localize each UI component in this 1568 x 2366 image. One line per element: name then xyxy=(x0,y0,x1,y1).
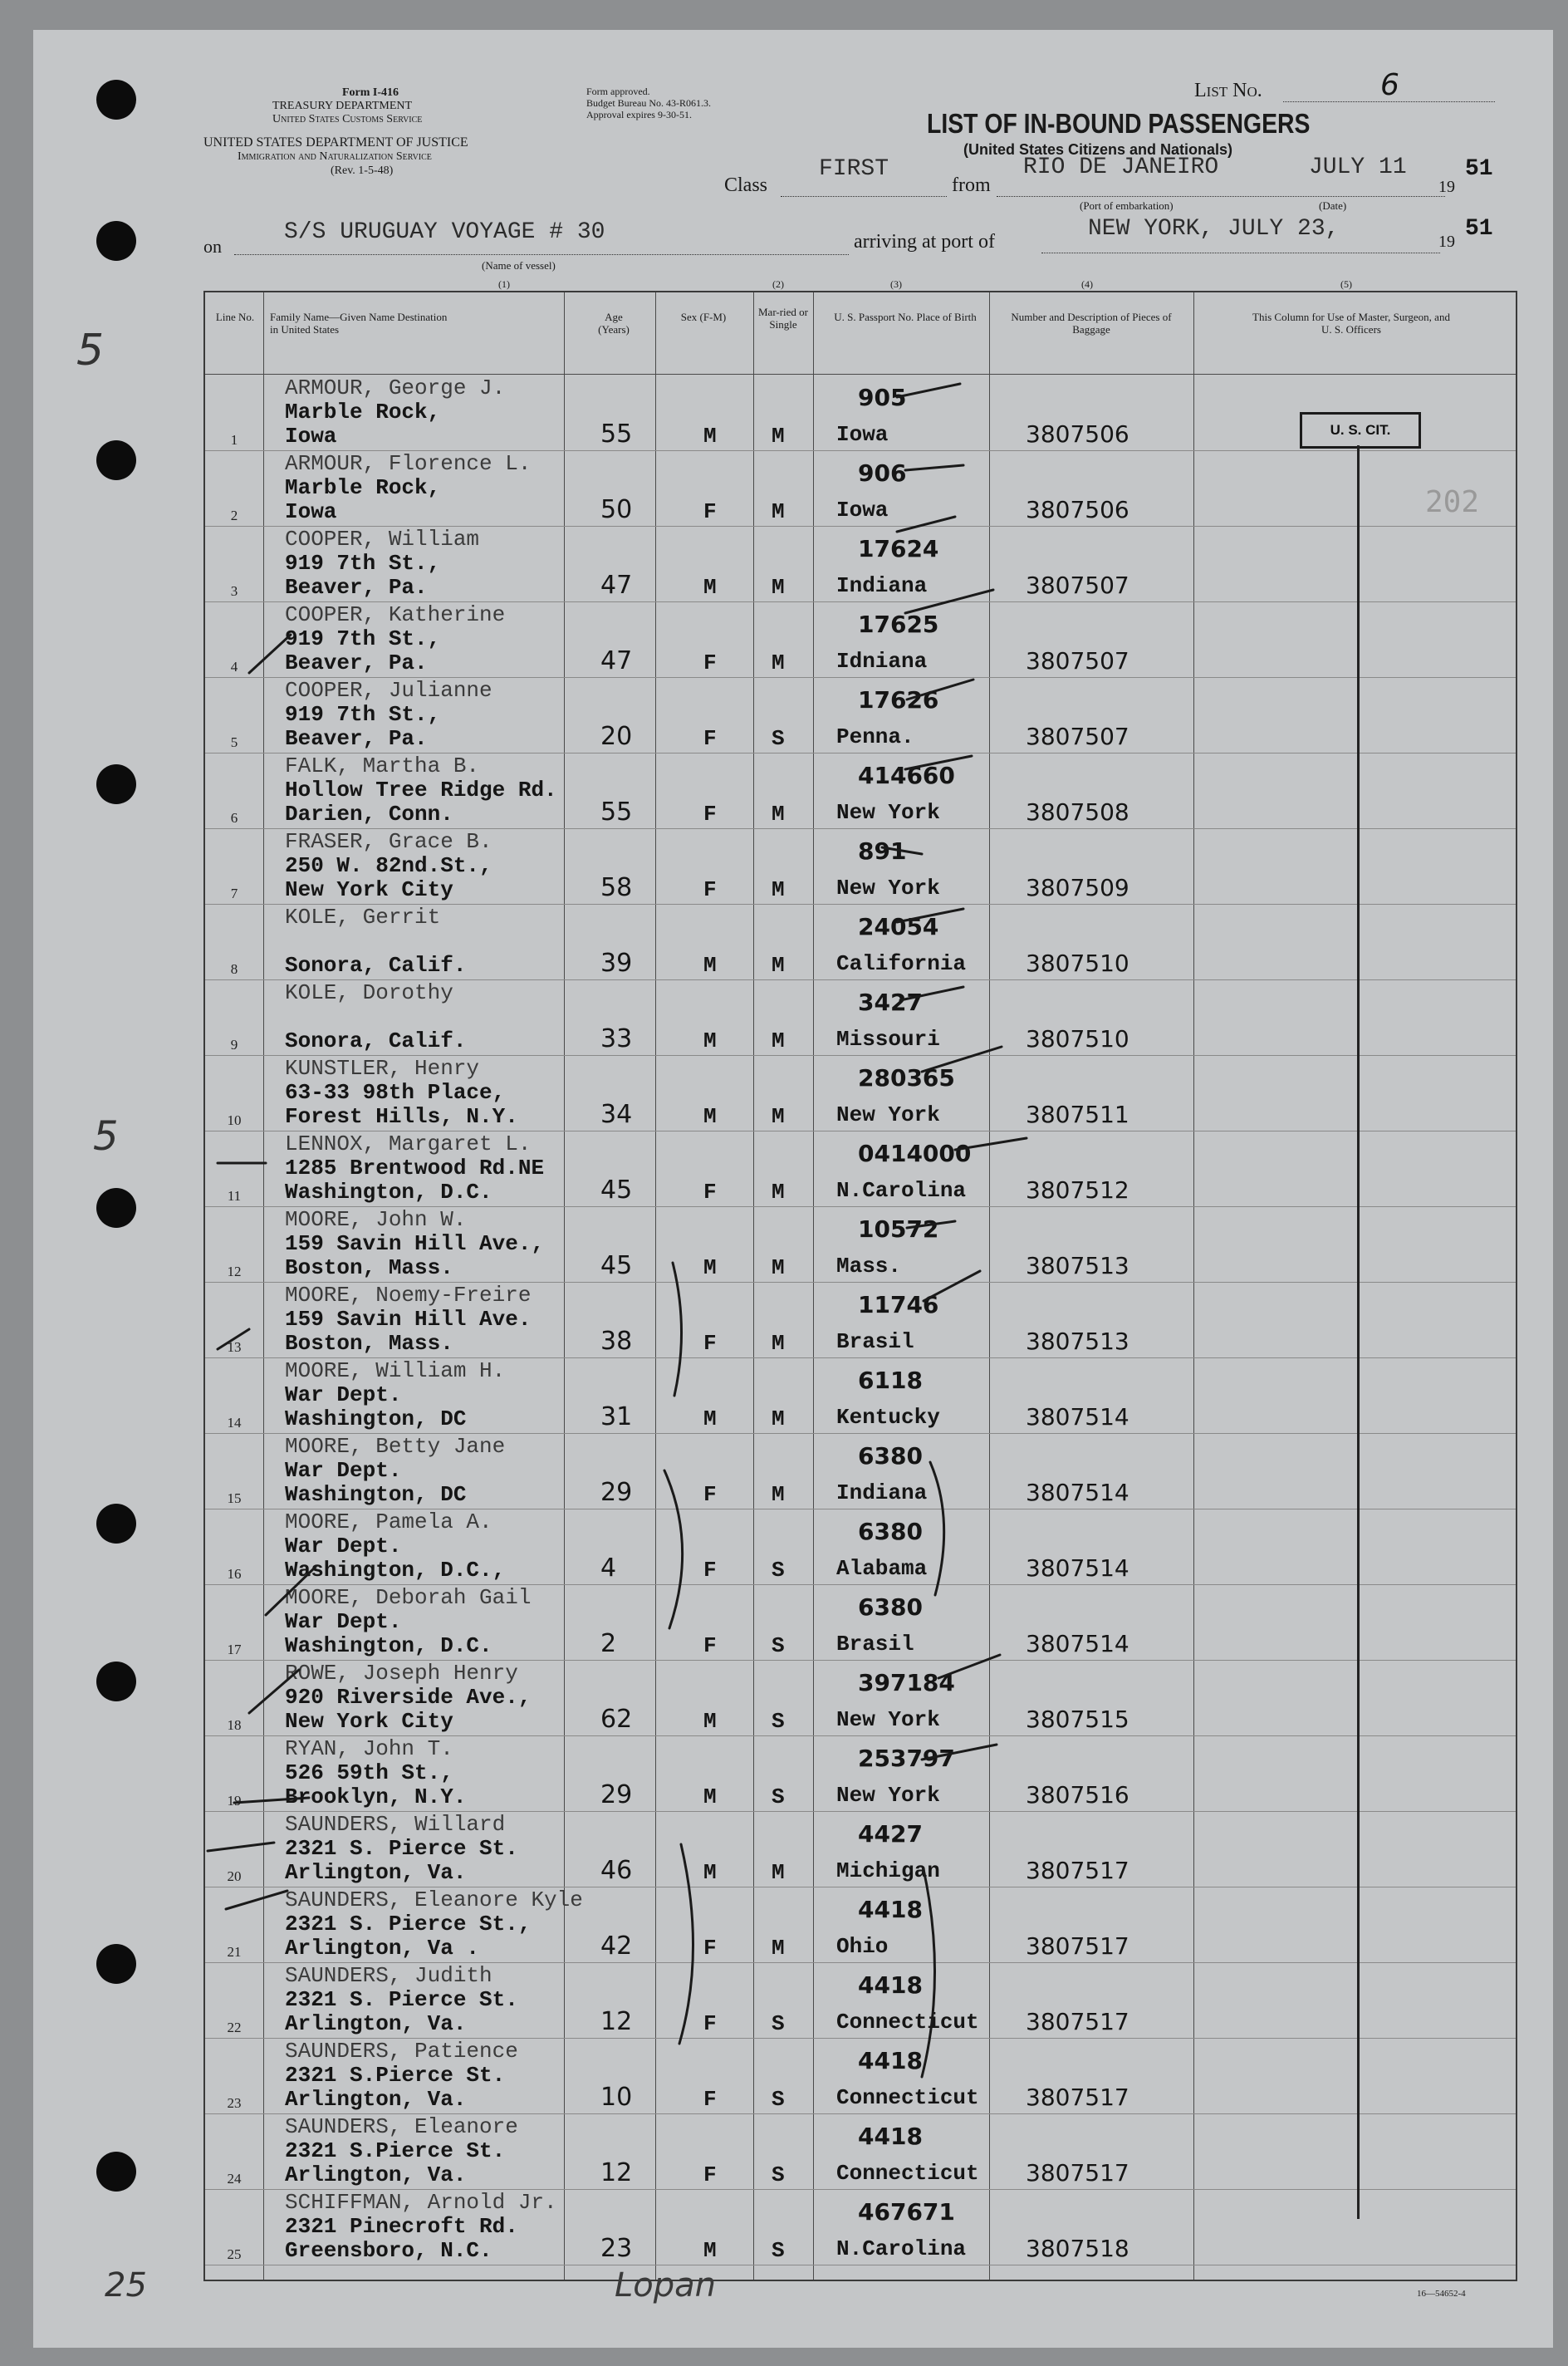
passenger-sex: F xyxy=(703,802,717,827)
line-number: 16 xyxy=(227,1566,242,1582)
baggage-number: 3807518 xyxy=(1026,2235,1129,2262)
place-of-birth: Iowa xyxy=(836,422,889,447)
line-number: 18 xyxy=(227,1717,242,1733)
passenger-age: 55 xyxy=(600,798,633,827)
passenger-destination: Washington, DC xyxy=(285,1482,467,1507)
baggage-number: 3807513 xyxy=(1026,1252,1129,1279)
baggage-number: 3807507 xyxy=(1026,647,1129,675)
marital-status: M xyxy=(772,802,785,827)
line-number: 13 xyxy=(227,1339,242,1355)
line-number: 23 xyxy=(227,2095,242,2111)
passenger-name: MOORE, Betty Jane xyxy=(285,1434,506,1459)
line-number: 25 xyxy=(227,2246,242,2262)
place-of-birth: N.Carolina xyxy=(836,1178,967,1203)
passenger-sex: F xyxy=(703,2011,717,2036)
line-number: 4 xyxy=(230,659,238,675)
line-number: 24 xyxy=(227,2171,242,2187)
passenger-age: 58 xyxy=(600,873,633,902)
passenger-sex: M xyxy=(703,1255,717,1280)
marital-status: M xyxy=(772,1180,785,1205)
passenger-age: 62 xyxy=(600,1705,633,1734)
arrival-port-date: NEW YORK, JULY 23, xyxy=(1088,216,1340,242)
passenger-address-1: 2321 S. Pierce St. xyxy=(285,1987,518,2012)
passenger-name: SAUNDERS, Judith xyxy=(285,1963,492,1988)
passenger-address-1: 2321 S.Pierce St. xyxy=(285,2138,506,2163)
passenger-destination: Washington, D.C., xyxy=(285,1558,506,1583)
line-number: 20 xyxy=(227,1868,242,1884)
year-prefix-2: 19 xyxy=(1438,233,1455,251)
passenger-address-1: 919 7th St., xyxy=(285,702,441,727)
from-label: from xyxy=(952,174,991,196)
col-num-4: (4) xyxy=(1081,278,1093,290)
passenger-sex: F xyxy=(703,1180,717,1205)
col-header-sex: Sex (F-M) xyxy=(680,311,727,323)
place-of-birth: Michigan xyxy=(836,1858,940,1883)
justice-department: UNITED STATES DEPARTMENT OF JUSTICE xyxy=(203,135,468,150)
passenger-age: 47 xyxy=(600,646,633,675)
marital-status: S xyxy=(772,2162,785,2187)
passenger-sex: F xyxy=(703,1331,717,1356)
marital-status: M xyxy=(772,1331,785,1356)
passenger-name: KOLE, Gerrit xyxy=(285,905,441,930)
passenger-sex: M xyxy=(703,1709,717,1734)
passenger-destination: Arlington, Va . xyxy=(285,1936,480,1961)
margin-note: 5 xyxy=(93,1113,119,1160)
passenger-destination: Washington, D.C. xyxy=(285,1180,492,1205)
passenger-name: SAUNDERS, Willard xyxy=(285,1812,506,1837)
place-of-birth: New York xyxy=(836,1102,940,1127)
line-number: 6 xyxy=(230,810,238,826)
passenger-age: 4 xyxy=(600,1554,617,1583)
margin-note: 5 xyxy=(76,326,105,376)
line-number: 10 xyxy=(227,1112,242,1128)
ins-service: Immigration and Naturalization Service xyxy=(238,150,432,163)
place-of-birth: Alabama xyxy=(836,1556,928,1581)
passenger-destination: Washington, DC xyxy=(285,1406,467,1431)
passenger-name: SAUNDERS, Eleanore Kyle xyxy=(285,1887,583,1912)
passenger-address-1: 2321 S. Pierce St., xyxy=(285,1912,532,1936)
passenger-name: COOPER, William xyxy=(285,527,480,552)
marital-status: M xyxy=(772,1104,785,1129)
passenger-age: 10 xyxy=(600,2083,633,2112)
passenger-sex: F xyxy=(703,2162,717,2187)
passport-number: 0414000 xyxy=(858,1140,972,1167)
line-number: 1 xyxy=(230,432,238,448)
passenger-destination: Forest Hills, N.Y. xyxy=(285,1104,518,1129)
passport-number: 6380 xyxy=(858,1593,923,1621)
passport-number: 253797 xyxy=(858,1745,955,1772)
passenger-age: 45 xyxy=(600,1176,633,1205)
baggage-number: 3807510 xyxy=(1026,950,1129,977)
baggage-number: 3807517 xyxy=(1026,2008,1129,2035)
passenger-name: ARMOUR, George J. xyxy=(285,376,506,400)
passenger-sex: M xyxy=(703,1406,717,1431)
baggage-number: 3807506 xyxy=(1026,420,1129,448)
line-number: 15 xyxy=(227,1490,242,1506)
passenger-sex: M xyxy=(703,575,717,600)
passenger-sex: M xyxy=(703,1028,717,1053)
passport-number: 6118 xyxy=(858,1367,923,1394)
line-number: 5 xyxy=(230,734,238,750)
baggage-number: 3807517 xyxy=(1026,2159,1129,2187)
place-of-birth: Connecticut xyxy=(836,2161,979,2186)
budget-bureau: Budget Bureau No. 43-R061.3. xyxy=(586,97,711,109)
line-number: 2 xyxy=(230,508,238,523)
baggage-number: 3807516 xyxy=(1026,1781,1129,1809)
passport-number: 414660 xyxy=(858,762,955,789)
baggage-number: 3807509 xyxy=(1026,874,1129,901)
passenger-sex: M xyxy=(703,2238,717,2263)
passenger-age: 55 xyxy=(600,420,633,449)
place-of-birth: Brasil xyxy=(836,1329,914,1354)
marital-status: S xyxy=(772,2238,785,2263)
vessel-name: S/S URUGUAY VOYAGE # 30 xyxy=(284,219,605,245)
baggage-number: 3807508 xyxy=(1026,798,1129,826)
marital-status: M xyxy=(772,1936,785,1961)
col-header-baggage: Number and Description of Pieces of Baggage xyxy=(1011,311,1172,336)
line-number: 11 xyxy=(227,1188,242,1204)
passport-number: 17626 xyxy=(858,686,939,714)
passenger-age: 39 xyxy=(600,949,633,978)
passenger-destination: Iowa xyxy=(285,424,337,449)
passenger-sex: M xyxy=(703,1860,717,1885)
baggage-number: 3807513 xyxy=(1026,1328,1129,1355)
marital-status: S xyxy=(772,2087,785,2112)
passenger-destination: Arlington, Va. xyxy=(285,2087,467,2112)
col-header-name: Family Name—Given Name Destination in United States xyxy=(270,311,448,336)
passenger-sex: F xyxy=(703,877,717,902)
passenger-address-1: 159 Savin Hill Ave. xyxy=(285,1307,532,1332)
passenger-address-1: War Dept. xyxy=(285,1382,402,1407)
line-number: 9 xyxy=(230,1037,238,1053)
passenger-sex: F xyxy=(703,499,717,524)
passenger-sex: M xyxy=(703,1104,717,1129)
place-of-birth: Brasil xyxy=(836,1632,914,1657)
passenger-address-1: 919 7th St., xyxy=(285,626,441,651)
signature: Lopan xyxy=(615,2266,717,2305)
passenger-address-1: War Dept. xyxy=(285,1534,402,1559)
passenger-age: 2 xyxy=(600,1629,617,1658)
line-number: 17 xyxy=(227,1642,242,1657)
marital-status: M xyxy=(772,953,785,978)
customs-service: United States Customs Service xyxy=(272,113,423,125)
baggage-number: 3807517 xyxy=(1026,2084,1129,2111)
passenger-destination: Boston, Mass. xyxy=(285,1331,453,1356)
passenger-destination: Arlington, Va. xyxy=(285,2162,467,2187)
marital-status: S xyxy=(772,726,785,751)
line-number: 22 xyxy=(227,2020,242,2035)
passenger-destination: Beaver, Pa. xyxy=(285,650,428,675)
passport-number: 6380 xyxy=(858,1442,923,1470)
passenger-address-1: 1285 Brentwood Rd.NE xyxy=(285,1156,545,1181)
passenger-age: 31 xyxy=(600,1402,633,1431)
passport-number: 906 xyxy=(858,459,907,487)
place-of-birth: New York xyxy=(836,1707,940,1732)
passenger-age: 23 xyxy=(600,2234,633,2263)
passport-number: 4418 xyxy=(858,1971,923,1999)
date-caption: (Date) xyxy=(1319,199,1347,212)
passport-number: 467671 xyxy=(858,2198,955,2226)
passenger-destination: Washington, D.C. xyxy=(285,1633,492,1658)
passenger-age: 47 xyxy=(600,571,633,600)
passenger-sex: F xyxy=(703,650,717,675)
col-num-1: (1) xyxy=(498,278,510,290)
passenger-age: 12 xyxy=(600,2158,633,2187)
passport-number: 17624 xyxy=(858,535,939,562)
place-of-birth: Idniana xyxy=(836,649,928,674)
passenger-sex: M xyxy=(703,424,717,449)
passenger-sex: F xyxy=(703,726,717,751)
passenger-name: MOORE, Deborah Gail xyxy=(285,1585,532,1610)
marital-status: M xyxy=(772,424,785,449)
list-no-value: 6 xyxy=(1380,68,1399,102)
passenger-sex: M xyxy=(703,953,717,978)
marital-status: S xyxy=(772,1633,785,1658)
passenger-age: 45 xyxy=(600,1251,633,1280)
marital-status: M xyxy=(772,1482,785,1507)
passenger-destination: Beaver, Pa. xyxy=(285,726,428,751)
form-number: Form I-416 xyxy=(342,86,399,99)
embarkation-caption: (Port of embarkation) xyxy=(1080,199,1174,212)
passenger-destination: Darien, Conn. xyxy=(285,802,453,827)
baggage-number: 3807514 xyxy=(1026,1554,1129,1582)
marital-status: M xyxy=(772,1028,785,1053)
place-of-birth: Missouri xyxy=(836,1027,940,1052)
passenger-name: ARMOUR, Florence L. xyxy=(285,451,532,476)
place-of-birth: Indiana xyxy=(836,573,928,598)
year-prefix-1: 19 xyxy=(1438,178,1455,196)
passenger-name: RYAN, John T. xyxy=(285,1736,453,1761)
col-header-line: Line No. xyxy=(215,311,255,323)
place-of-birth: N.Carolina xyxy=(836,2236,967,2261)
passenger-age: 46 xyxy=(600,1856,633,1885)
passenger-address-1: 2321 Pinecroft Rd. xyxy=(285,2214,518,2239)
baggage-number: 3807515 xyxy=(1026,1706,1129,1733)
year-2: 51 xyxy=(1465,216,1493,242)
place-of-birth: Iowa xyxy=(836,498,889,523)
marital-status: M xyxy=(772,877,785,902)
marital-status: M xyxy=(772,575,785,600)
passenger-destination: New York City xyxy=(285,877,453,902)
marital-status: S xyxy=(772,2011,785,2036)
baggage-number: 3807512 xyxy=(1026,1176,1129,1204)
list-no-label: List No. xyxy=(1194,80,1262,101)
footer-code: 16—54652-4 xyxy=(1417,2289,1466,2299)
passport-number: 11746 xyxy=(858,1291,939,1318)
baggage-number: 3807517 xyxy=(1026,1932,1129,1960)
passenger-destination: New York City xyxy=(285,1709,453,1734)
col-num-2: (2) xyxy=(772,278,784,290)
passport-number: 3427 xyxy=(858,989,923,1016)
passport-number: 24054 xyxy=(858,913,939,940)
baggage-number: 3807507 xyxy=(1026,572,1129,599)
passenger-age: 42 xyxy=(600,1932,633,1961)
passenger-age: 29 xyxy=(600,1478,633,1507)
passenger-name: KOLE, Dorothy xyxy=(285,980,453,1005)
passport-number: 4418 xyxy=(858,2123,923,2150)
marital-status: M xyxy=(772,650,785,675)
passenger-name: COOPER, Julianne xyxy=(285,678,492,703)
line-number: 14 xyxy=(227,1415,242,1431)
baggage-number: 3807517 xyxy=(1026,1857,1129,1884)
passenger-age: 20 xyxy=(600,722,633,751)
place-of-birth: New York xyxy=(836,1783,940,1808)
passenger-destination: Sonora, Calif. xyxy=(285,953,467,978)
baggage-number: 3807506 xyxy=(1026,496,1129,523)
place-of-birth: Mass. xyxy=(836,1254,902,1279)
passenger-name: MOORE, John W. xyxy=(285,1207,467,1232)
margin-page-number: 202 xyxy=(1425,485,1480,519)
passport-number: 905 xyxy=(858,384,907,411)
col-num-5: (5) xyxy=(1340,278,1352,290)
place-of-birth: California xyxy=(836,951,967,976)
passenger-age: 12 xyxy=(600,2007,633,2036)
passenger-name: SAUNDERS, Patience xyxy=(285,2039,518,2064)
passenger-address-1: 919 7th St., xyxy=(285,551,441,576)
marital-status: S xyxy=(772,1558,785,1583)
passenger-sex: F xyxy=(703,1558,717,1583)
passport-number: 10572 xyxy=(858,1215,939,1243)
document-title: LIST OF IN-BOUND PASSENGERS xyxy=(927,108,1311,139)
place-of-birth: Connecticut xyxy=(836,2010,979,2035)
passenger-sex: F xyxy=(703,1633,717,1658)
passenger-address-1: 526 59th St., xyxy=(285,1760,453,1785)
baggage-number: 3807507 xyxy=(1026,723,1129,750)
passenger-name: SAUNDERS, Eleanore xyxy=(285,2114,518,2139)
passport-number: 4418 xyxy=(858,1896,923,1923)
baggage-number: 3807511 xyxy=(1026,1101,1129,1128)
approval-expires: Approval expires 9-30-51. xyxy=(586,109,692,120)
passenger-destination: Arlington, Va. xyxy=(285,2011,467,2036)
passenger-address-1: War Dept. xyxy=(285,1609,402,1634)
place-of-birth: Connecticut xyxy=(836,2085,979,2110)
place-of-birth: New York xyxy=(836,800,940,825)
passenger-sex: F xyxy=(703,2087,717,2112)
treasury-department: TREASURY DEPARTMENT xyxy=(272,100,413,112)
baggage-number: 3807514 xyxy=(1026,1479,1129,1506)
passenger-destination: Arlington, Va. xyxy=(285,1860,467,1885)
line-number: 3 xyxy=(230,583,238,599)
passenger-address-1: 250 W. 82nd.St., xyxy=(285,853,492,878)
passenger-name: COOPER, Katherine xyxy=(285,602,506,627)
on-label: on xyxy=(203,236,222,257)
passenger-address-1: 920 Riverside Ave., xyxy=(285,1685,532,1710)
passenger-name: ROWE, Joseph Henry xyxy=(285,1661,518,1686)
passenger-name: LENNOX, Margaret L. xyxy=(285,1131,532,1156)
passenger-address-1: War Dept. xyxy=(285,1458,402,1483)
baggage-number: 3807514 xyxy=(1026,1630,1129,1657)
embarkation-date: JULY 11 xyxy=(1309,155,1407,180)
passenger-address-1: 159 Savin Hill Ave., xyxy=(285,1231,545,1256)
passport-number: 4427 xyxy=(858,1820,923,1848)
place-of-birth: Kentucky xyxy=(836,1405,940,1430)
marital-status: M xyxy=(772,499,785,524)
place-of-birth: Penna. xyxy=(836,724,914,749)
line-number: 21 xyxy=(227,1944,242,1960)
col-header-age: Age (Years) xyxy=(598,311,630,336)
passenger-age: 38 xyxy=(600,1327,633,1356)
passport-number: 6380 xyxy=(858,1518,923,1545)
col-header-married: Mar-ried or Single xyxy=(757,306,809,331)
passenger-sex: F xyxy=(703,1936,717,1961)
passenger-name: FALK, Martha B. xyxy=(285,753,480,778)
col-header-passport: U. S. Passport No. Place of Birth xyxy=(834,311,977,323)
passenger-age: 29 xyxy=(600,1780,633,1809)
passenger-destination: Iowa xyxy=(285,499,337,524)
passport-number: 891 xyxy=(858,837,907,865)
form-revision: (Rev. 1-5-48) xyxy=(331,164,394,177)
line-number: 7 xyxy=(230,886,238,901)
passenger-age: 33 xyxy=(600,1024,633,1053)
marital-status: S xyxy=(772,1784,785,1809)
us-citizen-stamp: U. S. CIT. xyxy=(1300,412,1421,449)
form-approved: Form approved. xyxy=(586,86,650,97)
line-number: 12 xyxy=(227,1264,242,1279)
passport-number: 4418 xyxy=(858,2047,923,2074)
marital-status: S xyxy=(772,1709,785,1734)
margin-note: 25 xyxy=(105,2266,147,2305)
passenger-address-1: Hollow Tree Ridge Rd. xyxy=(285,778,557,803)
col-num-3: (3) xyxy=(890,278,902,290)
passenger-name: MOORE, Pamela A. xyxy=(285,1509,492,1534)
embarkation-port: RIO DE JANEIRO xyxy=(1023,155,1219,180)
class-value: FIRST xyxy=(819,156,889,182)
passenger-address-1: 2321 S. Pierce St. xyxy=(285,1836,518,1861)
vessel-caption: (Name of vessel) xyxy=(482,259,556,272)
year-1: 51 xyxy=(1465,156,1493,182)
line-number: 8 xyxy=(230,961,238,977)
passenger-sex: F xyxy=(703,1482,717,1507)
passenger-age: 34 xyxy=(600,1100,633,1129)
passenger-sex: M xyxy=(703,1784,717,1809)
passport-number: 17625 xyxy=(858,611,939,638)
baggage-number: 3807514 xyxy=(1026,1403,1129,1431)
passenger-address-1: Marble Rock, xyxy=(285,400,441,425)
passenger-address-1: 2321 S.Pierce St. xyxy=(285,2063,506,2088)
line-number: 19 xyxy=(227,1793,242,1809)
document-subtitle: (United States Citizens and Nationals) xyxy=(963,141,1233,158)
passenger-name: FRASER, Grace B. xyxy=(285,829,492,854)
passenger-name: MOORE, Noemy-Freire xyxy=(285,1283,532,1308)
passenger-name: MOORE, William H. xyxy=(285,1358,506,1383)
marital-status: M xyxy=(772,1860,785,1885)
marital-status: M xyxy=(772,1255,785,1280)
passenger-destination: Sonora, Calif. xyxy=(285,1028,467,1053)
passenger-age: 50 xyxy=(600,495,633,524)
passenger-destination: Boston, Mass. xyxy=(285,1255,453,1280)
passport-number: 280365 xyxy=(858,1064,955,1092)
passenger-destination: Beaver, Pa. xyxy=(285,575,428,600)
arriving-label: arriving at port of xyxy=(854,231,995,253)
passport-number: 397184 xyxy=(858,1669,955,1696)
passenger-address-1: 63-33 98th Place, xyxy=(285,1080,506,1105)
place-of-birth: New York xyxy=(836,876,940,901)
baggage-number: 3807510 xyxy=(1026,1025,1129,1053)
passenger-name: KUNSTLER, Henry xyxy=(285,1056,480,1081)
passenger-destination: Brooklyn, N.Y. xyxy=(285,1784,467,1809)
place-of-birth: Indiana xyxy=(836,1480,928,1505)
passenger-address-1: Marble Rock, xyxy=(285,475,441,500)
marital-status: M xyxy=(772,1406,785,1431)
passenger-destination: Greensboro, N.C. xyxy=(285,2238,492,2263)
passenger-name: SCHIFFMAN, Arnold Jr. xyxy=(285,2190,557,2215)
class-label: Class xyxy=(724,174,768,196)
col-header-officers: This Column for Use of Master, Surgeon, and U. S. Officers xyxy=(1252,311,1450,336)
place-of-birth: Ohio xyxy=(836,1934,889,1959)
